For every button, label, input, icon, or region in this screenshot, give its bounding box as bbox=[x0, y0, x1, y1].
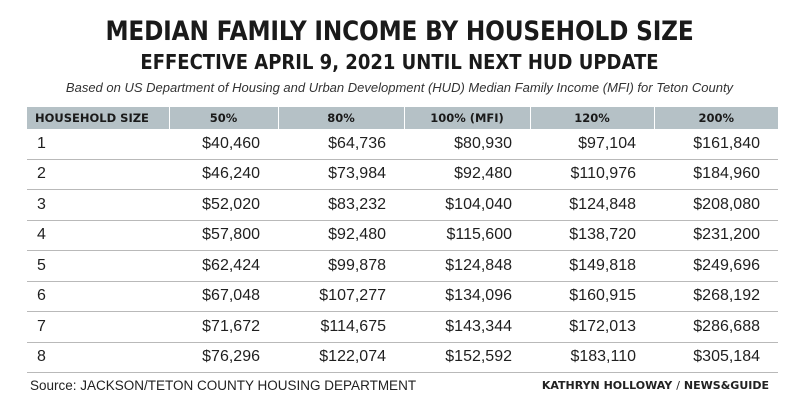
income-cell: $71,672 bbox=[169, 312, 278, 343]
income-cell: $67,048 bbox=[169, 281, 278, 312]
income-cell: $172,013 bbox=[530, 312, 654, 343]
income-cell: $114,675 bbox=[278, 312, 404, 343]
income-cell: $268,192 bbox=[654, 281, 778, 312]
column-header: 80% bbox=[278, 107, 404, 129]
household-size-cell: 7 bbox=[27, 312, 169, 343]
income-cell: $152,592 bbox=[404, 342, 530, 373]
income-cell: $138,720 bbox=[530, 220, 654, 251]
household-size-cell: 8 bbox=[27, 342, 169, 373]
income-cell: $62,424 bbox=[169, 251, 278, 282]
household-size-cell: 3 bbox=[27, 190, 169, 221]
income-cell: $99,878 bbox=[278, 251, 404, 282]
column-header: 50% bbox=[169, 107, 278, 129]
income-cell: $64,736 bbox=[278, 129, 404, 159]
income-cell: $143,344 bbox=[404, 312, 530, 343]
column-header: 200% bbox=[654, 107, 778, 129]
income-cell: $57,800 bbox=[169, 220, 278, 251]
income-cell: $160,915 bbox=[530, 281, 654, 312]
income-cell: $149,818 bbox=[530, 251, 654, 282]
byline-outlet: NEWS&GUIDE bbox=[683, 379, 769, 392]
income-cell: $83,232 bbox=[278, 190, 404, 221]
table-header-row bbox=[27, 107, 778, 129]
byline-author: KATHRYN HOLLOWAY bbox=[541, 379, 673, 392]
income-cell: $104,040 bbox=[404, 190, 530, 221]
income-cell: $107,277 bbox=[278, 281, 404, 312]
table-row bbox=[27, 220, 778, 251]
income-cell: $305,184 bbox=[654, 342, 778, 373]
byline bbox=[542, 379, 769, 392]
table-row bbox=[27, 129, 778, 159]
income-cell: $92,480 bbox=[404, 159, 530, 190]
table-row bbox=[27, 251, 778, 282]
table-row bbox=[27, 342, 778, 373]
income-cell: $124,848 bbox=[530, 190, 654, 221]
table-row bbox=[27, 190, 778, 221]
household-size-cell: 2 bbox=[27, 159, 169, 190]
income-cell: $115,600 bbox=[404, 220, 530, 251]
income-cell: $161,840 bbox=[654, 129, 778, 159]
column-header: 120% bbox=[530, 107, 654, 129]
table-row bbox=[27, 312, 778, 343]
column-header: 100% (MFI) bbox=[404, 107, 530, 129]
income-table bbox=[27, 107, 778, 373]
income-cell: $124,848 bbox=[404, 251, 530, 282]
household-size-cell: 1 bbox=[27, 129, 169, 159]
income-cell: $76,296 bbox=[169, 342, 278, 373]
income-cell: $73,984 bbox=[278, 159, 404, 190]
chart-title: MEDIAN FAMILY INCOME BY HOUSEHOLD SIZE bbox=[105, 16, 694, 47]
column-header: HOUSEHOLD SIZE bbox=[27, 107, 169, 129]
income-cell: $92,480 bbox=[278, 220, 404, 251]
income-cell: $52,020 bbox=[169, 190, 278, 221]
chart-note: Based on US Department of Housing and Urban Development (HUD) Median Family Income (MFI) for Teton County bbox=[65, 80, 734, 95]
income-cell: $231,200 bbox=[654, 220, 778, 251]
income-cell: $80,930 bbox=[404, 129, 530, 159]
income-cell: $249,696 bbox=[654, 251, 778, 282]
table-row bbox=[27, 281, 778, 312]
income-cell: $97,104 bbox=[530, 129, 654, 159]
income-cell: $122,074 bbox=[278, 342, 404, 373]
income-cell: $110,976 bbox=[530, 159, 654, 190]
byline-separator: / bbox=[676, 379, 680, 392]
income-cell: $134,096 bbox=[404, 281, 530, 312]
income-cell: $183,110 bbox=[530, 342, 654, 373]
income-cell: $286,688 bbox=[654, 312, 778, 343]
source-credit: Source: JACKSON/TETON COUNTY HOUSING DEPARTMENT bbox=[30, 378, 417, 393]
income-cell: $46,240 bbox=[169, 159, 278, 190]
income-cell: $184,960 bbox=[654, 159, 778, 190]
household-size-cell: 4 bbox=[27, 220, 169, 251]
income-cell: $40,460 bbox=[169, 129, 278, 159]
table-body bbox=[27, 129, 778, 373]
table-row bbox=[27, 159, 778, 190]
household-size-cell: 5 bbox=[27, 251, 169, 282]
chart-subtitle: EFFECTIVE APRIL 9, 2021 UNTIL NEXT HUD UPDATE bbox=[140, 50, 659, 74]
income-cell: $208,080 bbox=[654, 190, 778, 221]
household-size-cell: 6 bbox=[27, 281, 169, 312]
